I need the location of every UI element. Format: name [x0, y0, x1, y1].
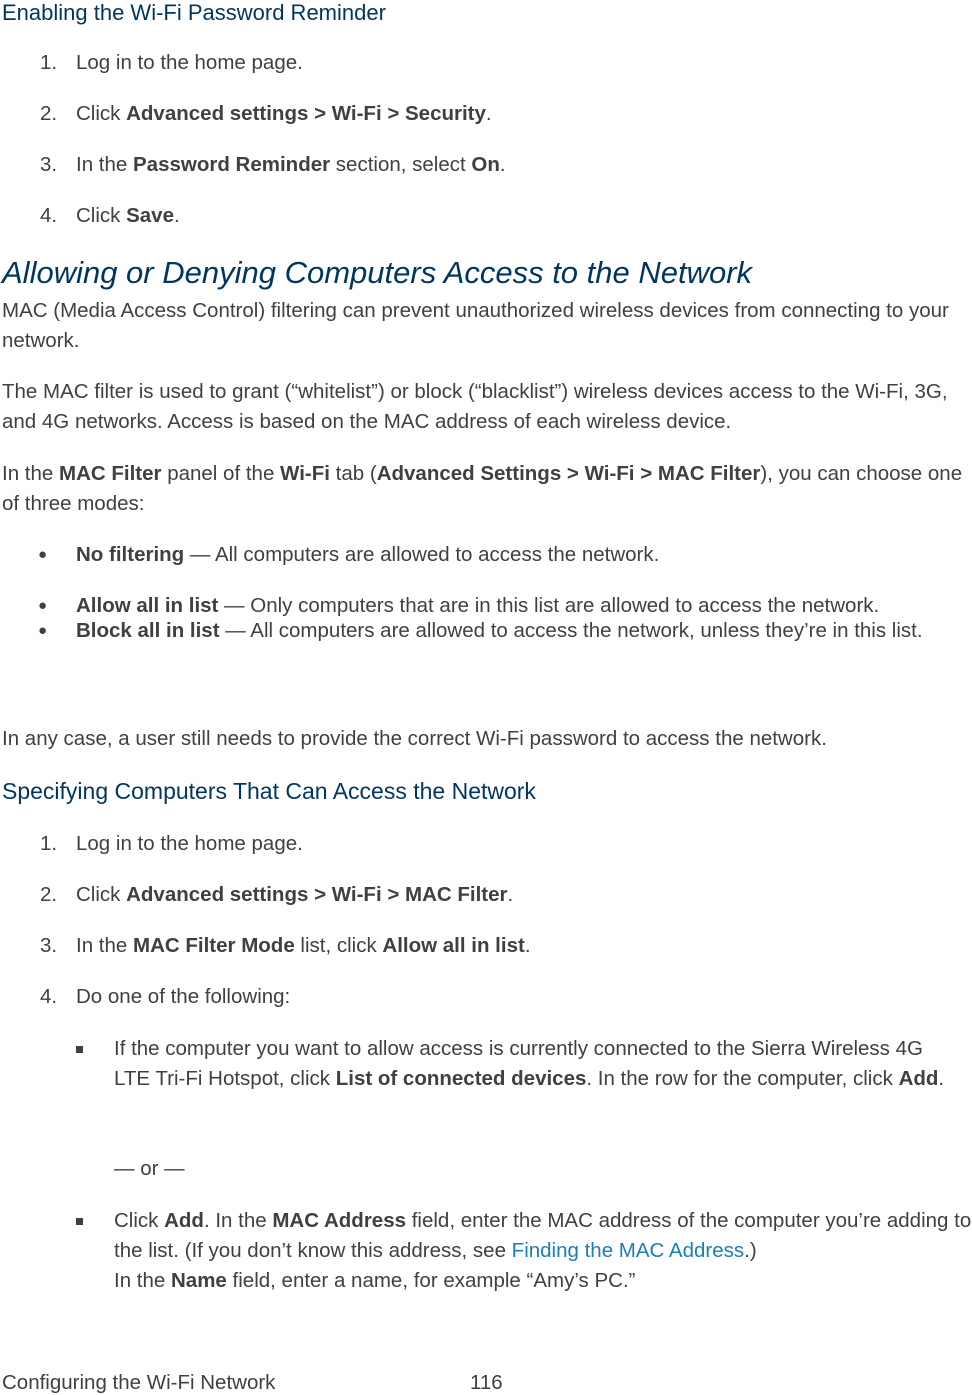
section-title: Enabling the Wi-Fi Password Reminder — [2, 0, 386, 25]
text-run: ), you can choose one of three modes: — [2, 462, 963, 515]
text-run: . — [507, 883, 514, 906]
bold-term: On — [471, 153, 500, 176]
list-item — [76, 1034, 972, 1094]
option-line — [114, 1266, 972, 1296]
text-run: . — [938, 1067, 945, 1090]
password-note: In any case, a user still needs to provide the correct Wi-Fi password to access the network. — [2, 727, 827, 750]
text-run: list, click — [294, 934, 383, 957]
bold-term: List of connected devices — [335, 1067, 587, 1090]
text-run: section, select — [330, 153, 472, 176]
text-run: .) — [744, 1239, 757, 1262]
list-item — [40, 48, 970, 78]
bullet-icon: ● — [38, 597, 48, 614]
step-text — [76, 48, 970, 78]
text-run: — All computers are allowed to access the network. — [184, 543, 660, 566]
cross-reference-link[interactable]: Finding the MAC Address — [511, 1239, 745, 1262]
step-number: 2. — [40, 883, 58, 906]
mode-text — [76, 616, 952, 646]
text-run: — All computers are allowed to access the network, unless they’re in this list. — [219, 619, 923, 642]
text-run: field, enter a name, for example “Amy’s PC.” — [226, 1269, 636, 1292]
bold-term: Allow all in list — [382, 934, 525, 957]
bold-term: Wi-Fi — [280, 462, 330, 485]
text-run: . — [499, 153, 506, 176]
bullet-icon: ● — [38, 546, 48, 563]
step-number: 4. — [40, 204, 58, 227]
step-text — [76, 829, 970, 859]
step-text — [76, 931, 970, 961]
or-separator: — or — — [114, 1157, 185, 1180]
text-run: If the computer you want to allow access is currently connected to the Sierra Wireless 4G LTE Tri-Fi Hotspot, click — [114, 1037, 923, 1090]
text-run: tab ( — [329, 462, 377, 485]
text-run: Log in to the home page. — [76, 832, 303, 855]
bold-term: MAC Address — [272, 1209, 407, 1232]
text-run: . — [524, 934, 531, 957]
bold-term: Block all in list — [76, 619, 220, 642]
text-run: Do one of the following: — [76, 985, 291, 1008]
page-number: 116 — [470, 1371, 503, 1394]
list-item — [40, 931, 970, 961]
text-run: . — [174, 204, 180, 227]
page-heading: Allowing or Denying Computers Access to the Network — [2, 255, 753, 290]
square-bullet-icon — [76, 1046, 83, 1053]
bold-term: Name — [171, 1269, 227, 1292]
bold-term: Advanced Settings > Wi-Fi > MAC Filter — [376, 462, 761, 485]
option-line — [114, 1206, 972, 1266]
step-text — [76, 150, 970, 180]
bold-term: MAC Filter — [59, 462, 162, 485]
text-run: panel of the — [161, 462, 281, 485]
step-text — [76, 880, 970, 910]
text-run: Click — [114, 1209, 165, 1232]
list-item — [40, 201, 970, 231]
text-run: Click — [76, 204, 127, 227]
step-text — [76, 99, 970, 129]
text-run: Click — [76, 102, 127, 125]
text-run: — Only computers that are in this list are allowed to access the network. — [218, 594, 880, 617]
list-item — [76, 1206, 972, 1296]
bold-term: Allow all in list — [76, 594, 219, 617]
list-item — [40, 880, 970, 910]
text-run: In the — [76, 934, 133, 957]
text-run: Log in to the home page. — [76, 51, 303, 74]
bold-term: No filtering — [76, 543, 185, 566]
list-item — [40, 829, 970, 859]
option-text — [114, 1034, 962, 1094]
mac-filter-paragraph: The MAC filter is used to grant (“whitelist”) or block (“blacklist”) wireless devices access to the Wi-Fi, 3G, and 4G networks. Access is based on the MAC address of each wireless device. — [2, 380, 948, 433]
step-number: 4. — [40, 985, 58, 1008]
step-number: 1. — [40, 51, 58, 74]
text-run: In the — [76, 153, 133, 176]
text-run: In the — [2, 462, 59, 485]
footer-chapter: Configuring the Wi-Fi Network — [2, 1371, 276, 1394]
step-text — [76, 982, 970, 1012]
option-text — [114, 1206, 972, 1296]
step-text — [76, 201, 970, 231]
subsection-heading: Specifying Computers That Can Access the Network — [2, 778, 536, 804]
bold-term: Advanced settings > Wi-Fi > MAC Filter — [126, 883, 508, 906]
list-item — [38, 616, 972, 646]
bullet-icon: ● — [38, 622, 48, 639]
bold-term: Save — [126, 204, 174, 227]
list-item — [40, 982, 970, 1012]
text-run: In the — [114, 1269, 171, 1292]
modes-paragraph — [2, 459, 970, 519]
list-item — [40, 150, 970, 180]
step-number: 3. — [40, 934, 58, 957]
bold-term: Advanced settings > Wi-Fi > Security — [126, 102, 486, 125]
text-run: . — [485, 102, 492, 125]
bold-term: Add — [164, 1209, 204, 1232]
mode-text — [76, 540, 972, 570]
bold-term: Password Reminder — [133, 153, 331, 176]
step-number: 2. — [40, 102, 58, 125]
text-run: . In the — [203, 1209, 273, 1232]
intro-paragraph: MAC (Media Access Control) filtering can prevent unauthorized wireless devices from connecting to your network. — [2, 299, 949, 352]
square-bullet-icon — [76, 1218, 83, 1225]
step-number: 1. — [40, 832, 58, 855]
list-item — [38, 540, 972, 570]
bold-term: MAC Filter Mode — [133, 934, 295, 957]
text-run: field, enter the MAC address of the computer you’re adding to the list. (If you don’t know this address, see — [114, 1209, 972, 1262]
bold-term: Add — [898, 1067, 939, 1090]
text-run: Click — [76, 883, 127, 906]
step-number: 3. — [40, 153, 58, 176]
list-item — [40, 99, 970, 129]
text-run: . In the row for the computer, click — [586, 1067, 899, 1090]
